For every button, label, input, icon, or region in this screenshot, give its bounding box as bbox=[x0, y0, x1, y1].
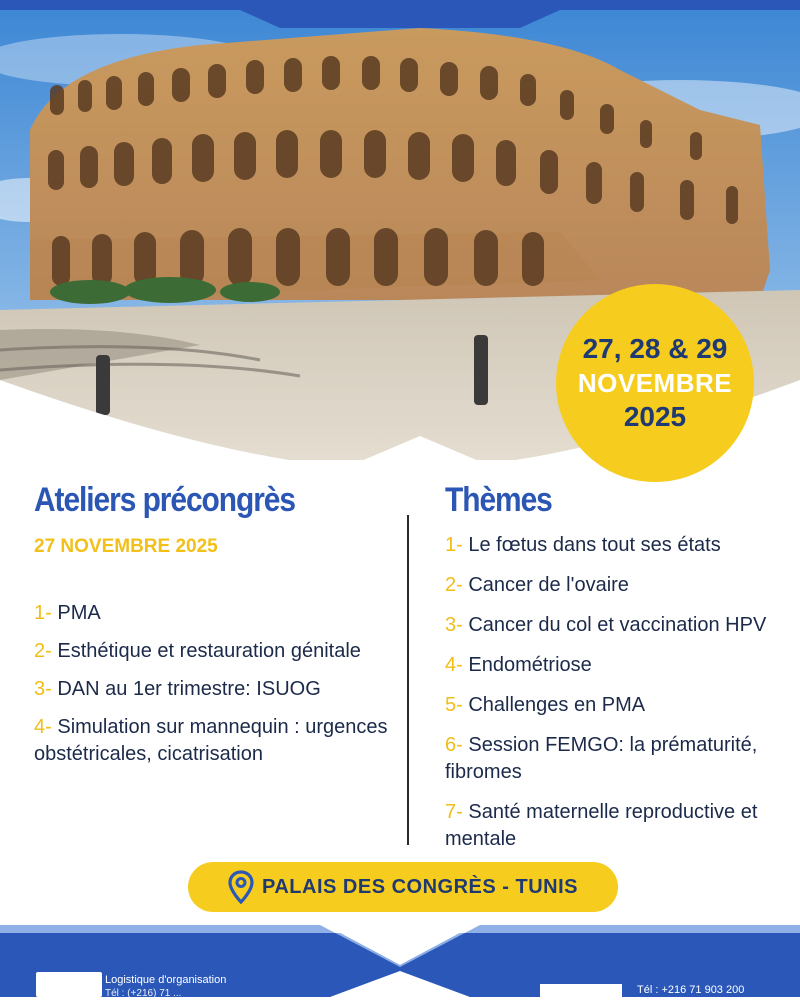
list-item: 3- DAN au 1er trimestre: ISUOG bbox=[34, 678, 321, 700]
list-item: 5- Challenges en PMA bbox=[445, 694, 646, 716]
event-days: 27, 28 & 29 bbox=[582, 333, 728, 364]
ateliers-title: Ateliers précongrès bbox=[34, 481, 295, 519]
themes-title: Thèmes bbox=[445, 481, 552, 519]
ateliers-date: 27 NOVEMBRE 2025 bbox=[34, 536, 218, 557]
footer-organizer-label: Logistique d'organisation bbox=[105, 974, 227, 986]
list-item: 6- Session FEMGO: la prématurité, fibromes bbox=[445, 734, 758, 783]
event-year: 2025 bbox=[623, 401, 687, 432]
column-divider bbox=[407, 515, 409, 845]
list-item: 2- Cancer de l'ovaire bbox=[445, 574, 629, 596]
ateliers-list bbox=[34, 600, 404, 768]
list-item: 7- Santé maternelle reproductive et mentale bbox=[445, 801, 758, 850]
footer-phone: Tél : +216 71 903 200 bbox=[637, 984, 745, 996]
footer-organizer-phone: Tél : (+216) 71 ... bbox=[105, 988, 182, 999]
organizer-logo bbox=[36, 972, 102, 997]
themes-section bbox=[445, 478, 800, 866]
venue-badge bbox=[188, 862, 618, 912]
location-pin-icon bbox=[228, 870, 254, 904]
list-item: 3- Cancer du col et vaccination HPV bbox=[445, 614, 767, 636]
top-banner-shape bbox=[0, 0, 800, 30]
event-dates-badge bbox=[556, 284, 754, 482]
event-month: NOVEMBRE bbox=[577, 368, 733, 398]
list-item: 4- Endométriose bbox=[445, 654, 592, 676]
society-logo bbox=[540, 984, 622, 997]
ateliers-section bbox=[34, 478, 404, 779]
list-item: 4- Simulation sur mannequin : urgences obstétricales, cicatrisation bbox=[34, 716, 388, 765]
list-item: 1- PMA bbox=[34, 602, 101, 624]
list-item: 2- Esthétique et restauration génitale bbox=[34, 640, 361, 662]
list-item: 1- Le fœtus dans tout ses états bbox=[445, 534, 721, 556]
themes-list bbox=[445, 532, 800, 853]
venue-label: PALAIS DES CONGRÈS - TUNIS bbox=[262, 875, 578, 898]
